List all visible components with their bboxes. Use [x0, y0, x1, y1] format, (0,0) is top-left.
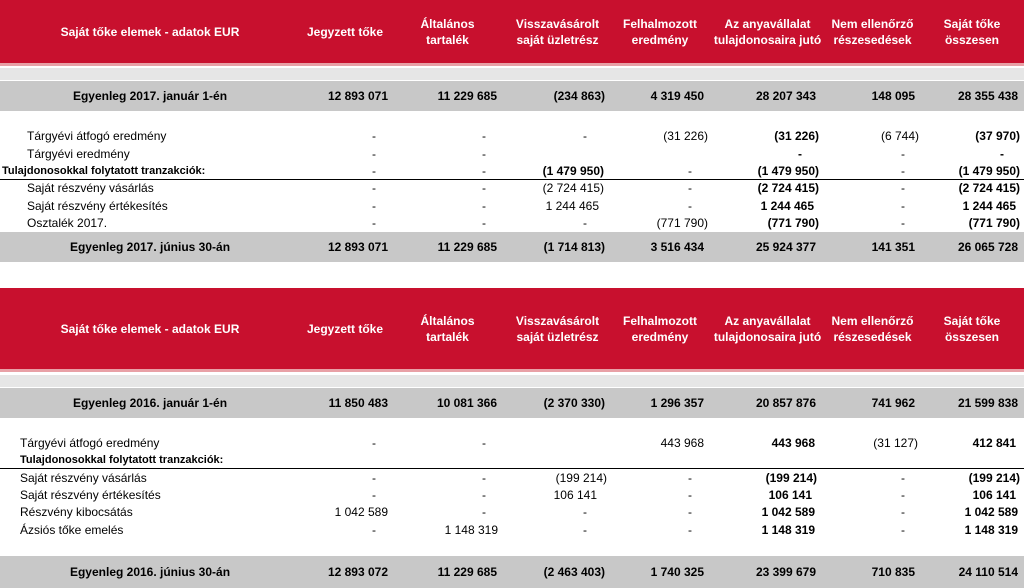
- header-col-0: Saját tőke elemek - adatok EUR: [60, 321, 240, 336]
- table-row-transactions: Tulajdonosokkal folytatott tranzakciók:: [0, 451, 1024, 469]
- header-col-7: Saját tőke összesen: [943, 16, 1001, 47]
- header-col-3: Visszavásárolt saját üzletrész: [515, 16, 600, 47]
- cell: 141 351: [871, 240, 915, 254]
- opening-balance-row: [0, 388, 1024, 418]
- separator-band: [0, 68, 1024, 80]
- cell: 21 599 838: [957, 396, 1018, 410]
- table-row: Saját részvény értékesítés - - 1 244 465 - 1 244 465 - 1 244 465: [27, 198, 1016, 213]
- row-label: Egyenleg 2016. január 1-én: [72, 396, 228, 410]
- cell: 28 355 438: [957, 89, 1018, 103]
- cell: (1 714 813): [543, 240, 605, 254]
- table-row: Tárgyévi átfogó eredmény - - - (31 226) (31 226) (6 744) (37 970): [27, 128, 1020, 143]
- cell: 10 081 366: [436, 396, 497, 410]
- cell: 741 962: [871, 396, 915, 410]
- cell: 26 065 728: [957, 240, 1018, 254]
- header-col-6: Nem ellenőrző részesedések: [831, 313, 914, 344]
- cell: 25 924 377: [755, 240, 816, 254]
- table-row: Tárgyévi eredmény - - - - -: [27, 146, 1004, 161]
- header-col-4: Felhalmozott eredmény: [623, 313, 697, 344]
- cell: 148 095: [871, 89, 915, 103]
- cell: 11 229 685: [437, 240, 497, 254]
- cell: 20 857 876: [755, 396, 816, 410]
- header-col-5: Az anyavállalat tulajdonosaira jutó: [713, 313, 822, 344]
- cell: 1 740 325: [650, 565, 704, 579]
- table-row: Részvény kibocsátás 1 042 589 - - - 1 042 589 - 1 042 589: [20, 504, 1018, 519]
- header-col-3: Visszavásárolt saját üzletrész: [515, 313, 600, 344]
- row-label: Egyenleg 2017. június 30-án: [69, 240, 231, 254]
- header-col-1: Jegyzett tőke: [306, 24, 384, 39]
- table-row: Saját részvény vásárlás - - (2 724 415) - (2 724 415) - (2 724 415): [27, 180, 1020, 195]
- header-col-0: Saját tőke elemek - adatok EUR: [60, 24, 240, 39]
- table-row-transactions: Tulajdonosokkal folytatott tranzakciók: - - (1 479 950) - (1 479 950) - (1 479 950): [0, 162, 1024, 180]
- table-header: [0, 0, 1024, 63]
- table-row: Saját részvény értékesítés - - 106 141 - 106 141 - 106 141: [20, 487, 1016, 502]
- header-col-6: Nem ellenőrző részesedések: [831, 16, 914, 47]
- cell: 11 850 483: [328, 396, 388, 410]
- table-header: [0, 288, 1024, 369]
- cell: 28 207 343: [755, 89, 816, 103]
- separator-band: [0, 375, 1024, 387]
- cell: (2 463 403): [543, 565, 605, 579]
- table-row: Osztalék 2017. - - - (771 790) (771 790) - (771 790): [27, 215, 1020, 230]
- cell: 3 516 434: [650, 240, 704, 254]
- cell: 11 229 685: [437, 565, 497, 579]
- header-col-1: Jegyzett tőke: [306, 321, 384, 336]
- cell: 11 229 685: [437, 89, 497, 103]
- cell: (2 370 330): [543, 396, 605, 410]
- header-col-2: Általános tartalék: [420, 16, 475, 47]
- cell: 12 893 071: [327, 89, 388, 103]
- cell: 710 835: [871, 565, 915, 579]
- opening-balance-row: [0, 81, 1024, 111]
- cell: 12 893 072: [327, 565, 388, 579]
- closing-balance-row: [0, 232, 1024, 262]
- header-col-7: Saját tőke összesen: [943, 313, 1001, 344]
- header-col-4: Felhalmozott eredmény: [623, 16, 697, 47]
- cell: 24 110 514: [958, 565, 1018, 579]
- cell: 1 296 357: [650, 396, 704, 410]
- header-col-2: Általános tartalék: [420, 313, 475, 344]
- cell: 4 319 450: [650, 89, 704, 103]
- cell: 12 893 071: [327, 240, 388, 254]
- cell: 23 399 679: [755, 565, 816, 579]
- closing-balance-row: [0, 556, 1024, 588]
- row-label: Egyenleg 2017. január 1-én: [72, 89, 228, 103]
- cell: (234 863): [553, 89, 605, 103]
- table-row: Saját részvény vásárlás - - (199 214) - (199 214) - (199 214): [20, 470, 1020, 485]
- table-row: Ázsiós tőke emelés - 1 148 319 - - 1 148 319 - 1 148 319: [20, 522, 1018, 537]
- row-label: Egyenleg 2016. június 30-án: [69, 565, 231, 579]
- header-col-5: Az anyavállalat tulajdonosaira jutó: [713, 16, 822, 47]
- table-row: Tárgyévi átfogó eredmény - - 443 968 443 968 (31 127) 412 841: [20, 435, 1016, 450]
